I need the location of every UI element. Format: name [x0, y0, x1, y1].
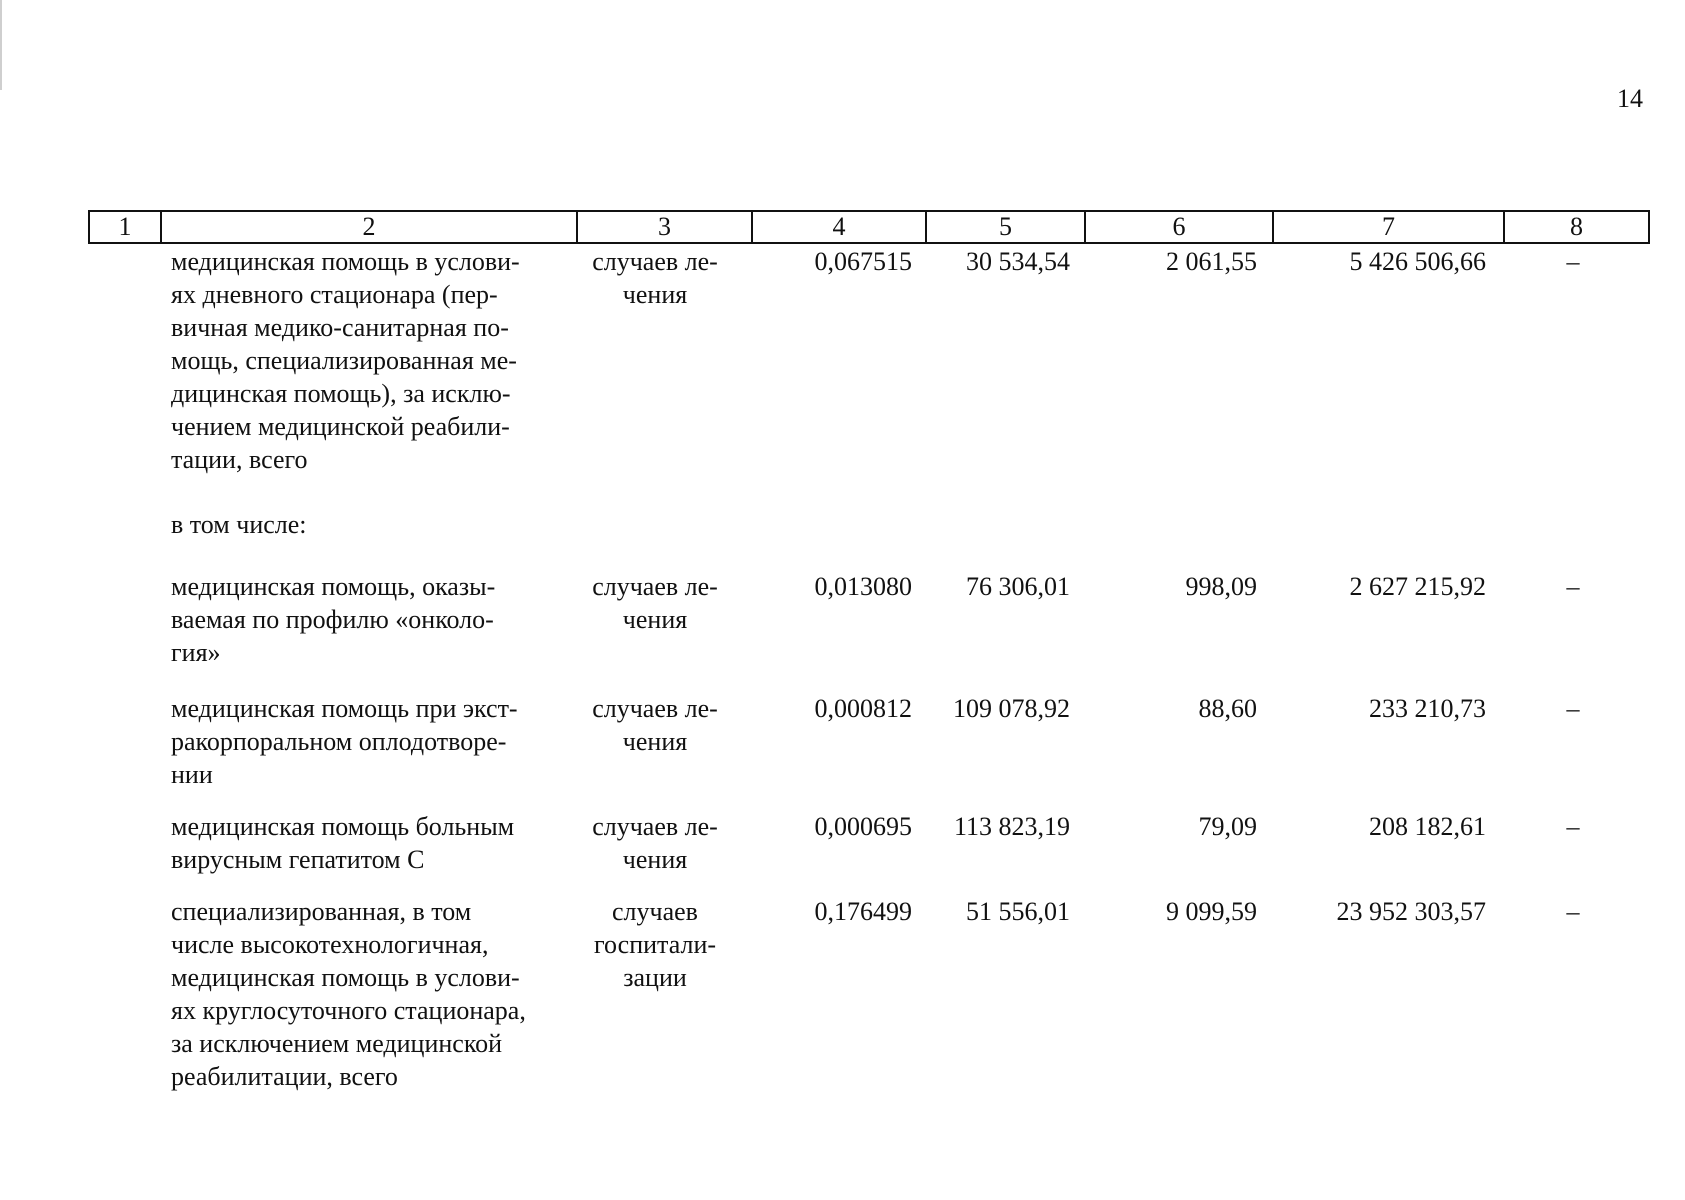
- row-col-4: 0,176499: [814, 897, 912, 926]
- row-name: медицинская помощь при экст- ракорпоральном оплодотворе- нии: [171, 694, 518, 789]
- row-col-8: –: [1566, 572, 1580, 601]
- row-col-4: 0,000695: [814, 812, 912, 841]
- row-name: в том числе:: [171, 510, 307, 539]
- row-name: специализированная, в том числе высокотехнологичная, медицинская помощь в услови- ях круглосуточного стационара, за исключением медицинской реабилитации, всего: [171, 897, 526, 1091]
- row-unit: случаев госпитали- зации: [593, 897, 717, 992]
- row-col-6: 9 099,59: [1166, 897, 1257, 926]
- row-unit: случаев ле- чения: [592, 694, 718, 756]
- row-col-4: 0,067515: [814, 247, 912, 276]
- header-col-7: 7: [1273, 211, 1504, 243]
- row-col-4: 0,013080: [814, 572, 912, 601]
- header-col-4: 4: [752, 211, 926, 243]
- row-col-8: –: [1566, 812, 1580, 841]
- row-col-6: 88,60: [1198, 694, 1257, 723]
- row-col-5: 76 306,01: [966, 572, 1070, 601]
- column-number-header: [88, 210, 1650, 244]
- header-col-6: 6: [1085, 211, 1273, 243]
- page-number: 14: [1617, 84, 1643, 113]
- row-col-7: 208 182,61: [1369, 812, 1486, 841]
- row-name: медицинская помощь больным вирусным гепатитом С: [171, 812, 515, 874]
- row-name: медицинская помощь в услови- ях дневного стационара (пер- вичная медико-санитарная по- мощь, специализированная ме- дицинская помощь), за исклю- чением медицинской реабили- тации, всего: [171, 247, 520, 474]
- header-col-5: 5: [926, 211, 1085, 243]
- header-col-3: 3: [577, 211, 752, 243]
- row-col-6: 2 061,55: [1166, 247, 1257, 276]
- header-col-8: 8: [1504, 211, 1649, 243]
- row-col-8: –: [1566, 247, 1580, 276]
- row-col-5: 113 823,19: [953, 812, 1070, 841]
- row-col-5: 51 556,01: [966, 897, 1070, 926]
- row-col-7: 2 627 215,92: [1349, 572, 1486, 601]
- row-unit: случаев ле- чения: [592, 572, 718, 634]
- row-name: медицинская помощь, оказы- ваемая по профилю «онколо- гия»: [171, 572, 496, 667]
- scan-edge-mark: [0, 0, 2, 90]
- header-row: [89, 211, 1649, 243]
- row-col-7: 23 952 303,57: [1336, 897, 1486, 926]
- row-col-8: –: [1566, 694, 1580, 723]
- row-col-7: 5 426 506,66: [1349, 247, 1486, 276]
- row-unit: случаев ле- чения: [592, 812, 718, 874]
- row-col-8: –: [1566, 897, 1580, 926]
- row-col-7: 233 210,73: [1369, 694, 1486, 723]
- row-col-4: 0,000812: [814, 694, 912, 723]
- row-col-5: 30 534,54: [966, 247, 1070, 276]
- row-unit: случаев ле- чения: [592, 247, 718, 309]
- header-col-2: 2: [161, 211, 577, 243]
- row-col-6: 79,09: [1198, 812, 1257, 841]
- row-col-6: 998,09: [1185, 572, 1257, 601]
- header-col-1: 1: [89, 211, 161, 243]
- row-col-5: 109 078,92: [953, 694, 1070, 723]
